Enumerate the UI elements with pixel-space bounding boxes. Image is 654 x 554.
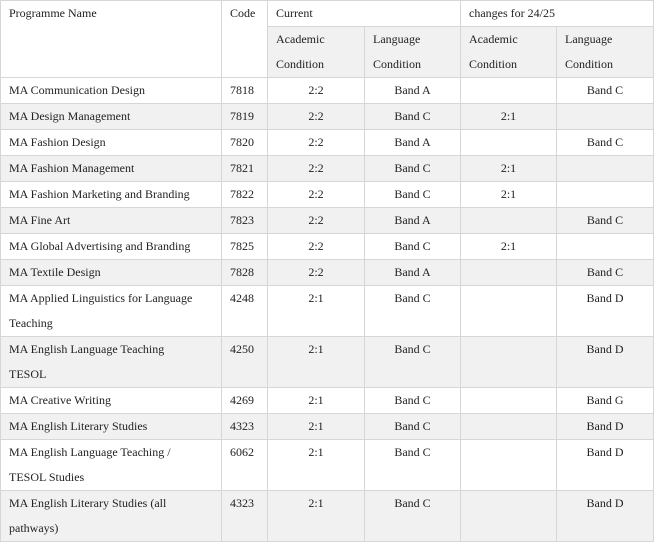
new-language-condition-cell: Band C — [557, 78, 654, 104]
academic-condition-cell: 2:2 — [268, 208, 365, 234]
new-language-condition-cell: Band D — [557, 440, 654, 491]
subheader-label-line: Condition — [276, 57, 325, 71]
programme-name-line: Teaching — [9, 316, 53, 330]
code-cell: 4323 — [222, 414, 268, 440]
programme-name-cell — [1, 491, 222, 542]
academic-condition-cell: 2:1 — [268, 440, 365, 491]
subheader-label-line: Condition — [373, 57, 422, 71]
programme-name-line: MA English Language Teaching / — [9, 445, 171, 459]
new-language-condition-cell: Band C — [557, 130, 654, 156]
subheader-academic-current — [268, 27, 365, 78]
academic-condition-cell: 2:2 — [268, 78, 365, 104]
language-condition-cell: Band A — [365, 78, 461, 104]
language-condition-cell: Band C — [365, 491, 461, 542]
programme-name-line: MA Textile Design — [9, 265, 101, 279]
language-condition-cell: Band C — [365, 104, 461, 130]
new-academic-condition-cell — [461, 388, 557, 414]
language-condition-cell: Band C — [365, 234, 461, 260]
language-condition-cell: Band C — [365, 440, 461, 491]
language-condition-cell: Band A — [365, 130, 461, 156]
code-cell: 7823 — [222, 208, 268, 234]
table-row — [1, 182, 654, 208]
code-cell: 7822 — [222, 182, 268, 208]
programme-name-cell — [1, 234, 222, 260]
new-language-condition-cell: Band D — [557, 337, 654, 388]
academic-condition-cell: 2:1 — [268, 491, 365, 542]
table-row — [1, 491, 654, 542]
new-language-condition-cell — [557, 104, 654, 130]
academic-condition-cell: 2:2 — [268, 104, 365, 130]
language-condition-cell: Band C — [365, 388, 461, 414]
new-language-condition-cell: Band D — [557, 491, 654, 542]
programme-name-line: TESOL — [9, 367, 47, 381]
programme-name-cell — [1, 130, 222, 156]
code-cell: 7828 — [222, 260, 268, 286]
subheader-academic-changes — [461, 27, 557, 78]
new-academic-condition-cell: 2:1 — [461, 182, 557, 208]
new-academic-condition-cell — [461, 440, 557, 491]
programme-name-line: MA Communication Design — [9, 83, 145, 97]
new-academic-condition-cell — [461, 491, 557, 542]
table-row — [1, 104, 654, 130]
subheader-label-line: Condition — [565, 57, 614, 71]
code-cell: 6062 — [222, 440, 268, 491]
language-condition-cell: Band A — [365, 260, 461, 286]
language-condition-cell: Band C — [365, 182, 461, 208]
new-language-condition-cell: Band C — [557, 260, 654, 286]
header-programme-name: Programme Name — [1, 1, 222, 78]
new-academic-condition-cell — [461, 78, 557, 104]
programme-name-line: TESOL Studies — [9, 470, 85, 484]
programme-name-line: MA Applied Linguistics for Language — [9, 291, 193, 305]
programme-name-line: MA Global Advertising and Branding — [9, 239, 191, 253]
table-row — [1, 156, 654, 182]
programme-name-cell — [1, 182, 222, 208]
programme-name-cell — [1, 440, 222, 491]
new-academic-condition-cell — [461, 414, 557, 440]
new-academic-condition-cell: 2:1 — [461, 234, 557, 260]
code-cell: 4323 — [222, 491, 268, 542]
new-academic-condition-cell — [461, 286, 557, 337]
new-language-condition-cell: Band D — [557, 286, 654, 337]
new-language-condition-cell: Band G — [557, 388, 654, 414]
new-academic-condition-cell: 2:1 — [461, 156, 557, 182]
new-language-condition-cell: Band D — [557, 414, 654, 440]
table-row — [1, 286, 654, 337]
programme-name-line: MA Design Management — [9, 109, 131, 123]
header-changes: changes for 24/25 — [461, 1, 654, 27]
table-row — [1, 234, 654, 260]
code-cell: 7818 — [222, 78, 268, 104]
new-academic-condition-cell — [461, 260, 557, 286]
subheader-language-changes — [557, 27, 654, 78]
academic-condition-cell: 2:2 — [268, 234, 365, 260]
programme-name-line: MA Fashion Marketing and Branding — [9, 187, 190, 201]
table-row — [1, 208, 654, 234]
academic-condition-cell: 2:1 — [268, 286, 365, 337]
new-academic-condition-cell — [461, 208, 557, 234]
table-row — [1, 130, 654, 156]
table-row — [1, 78, 654, 104]
subheader-language-current — [365, 27, 461, 78]
new-academic-condition-cell — [461, 337, 557, 388]
new-language-condition-cell — [557, 234, 654, 260]
table-row — [1, 260, 654, 286]
programme-name-line: MA English Literary Studies — [9, 419, 148, 433]
programme-name-cell — [1, 337, 222, 388]
academic-condition-cell: 2:2 — [268, 182, 365, 208]
header-row — [1, 1, 654, 27]
new-language-condition-cell — [557, 182, 654, 208]
new-language-condition-cell: Band C — [557, 208, 654, 234]
programme-name-cell — [1, 286, 222, 337]
programme-name-line: MA English Literary Studies (all — [9, 496, 167, 510]
code-cell: 7820 — [222, 130, 268, 156]
subheader-label-line: Condition — [469, 57, 518, 71]
programme-name-cell — [1, 156, 222, 182]
code-cell: 7819 — [222, 104, 268, 130]
language-condition-cell: Band C — [365, 337, 461, 388]
programme-name-cell — [1, 388, 222, 414]
programme-name-line: MA Fashion Design — [9, 135, 106, 149]
programme-name-cell — [1, 414, 222, 440]
programme-name-line: MA Fashion Management — [9, 161, 135, 175]
code-cell: 4250 — [222, 337, 268, 388]
programme-name-line: MA Creative Writing — [9, 393, 111, 407]
subheader-label-line: Academic — [276, 32, 325, 46]
academic-condition-cell: 2:1 — [268, 337, 365, 388]
academic-condition-cell: 2:1 — [268, 414, 365, 440]
table-row — [1, 388, 654, 414]
header-code: Code — [222, 1, 268, 78]
subheader-label-line: Academic — [469, 32, 518, 46]
code-cell: 7821 — [222, 156, 268, 182]
programme-name-cell — [1, 208, 222, 234]
programme-name-cell — [1, 78, 222, 104]
academic-condition-cell: 2:2 — [268, 130, 365, 156]
table-row — [1, 337, 654, 388]
language-condition-cell: Band C — [365, 286, 461, 337]
subheader-label-line: Language — [373, 32, 421, 46]
programme-name-cell — [1, 260, 222, 286]
header-current: Current — [268, 1, 461, 27]
language-condition-cell: Band A — [365, 208, 461, 234]
programme-name-cell — [1, 104, 222, 130]
language-condition-cell: Band C — [365, 156, 461, 182]
academic-condition-cell: 2:2 — [268, 156, 365, 182]
new-academic-condition-cell — [461, 130, 557, 156]
code-cell: 4269 — [222, 388, 268, 414]
code-cell: 4248 — [222, 286, 268, 337]
academic-condition-cell: 2:2 — [268, 260, 365, 286]
programme-name-line: MA English Language Teaching — [9, 342, 165, 356]
table-row — [1, 440, 654, 491]
programme-name-line: MA Fine Art — [9, 213, 71, 227]
code-cell: 7825 — [222, 234, 268, 260]
subheader-label-line: Language — [565, 32, 613, 46]
new-academic-condition-cell: 2:1 — [461, 104, 557, 130]
table-row — [1, 414, 654, 440]
programme-name-line: pathways) — [9, 521, 59, 535]
language-condition-cell: Band C — [365, 414, 461, 440]
academic-condition-cell: 2:1 — [268, 388, 365, 414]
new-language-condition-cell — [557, 156, 654, 182]
